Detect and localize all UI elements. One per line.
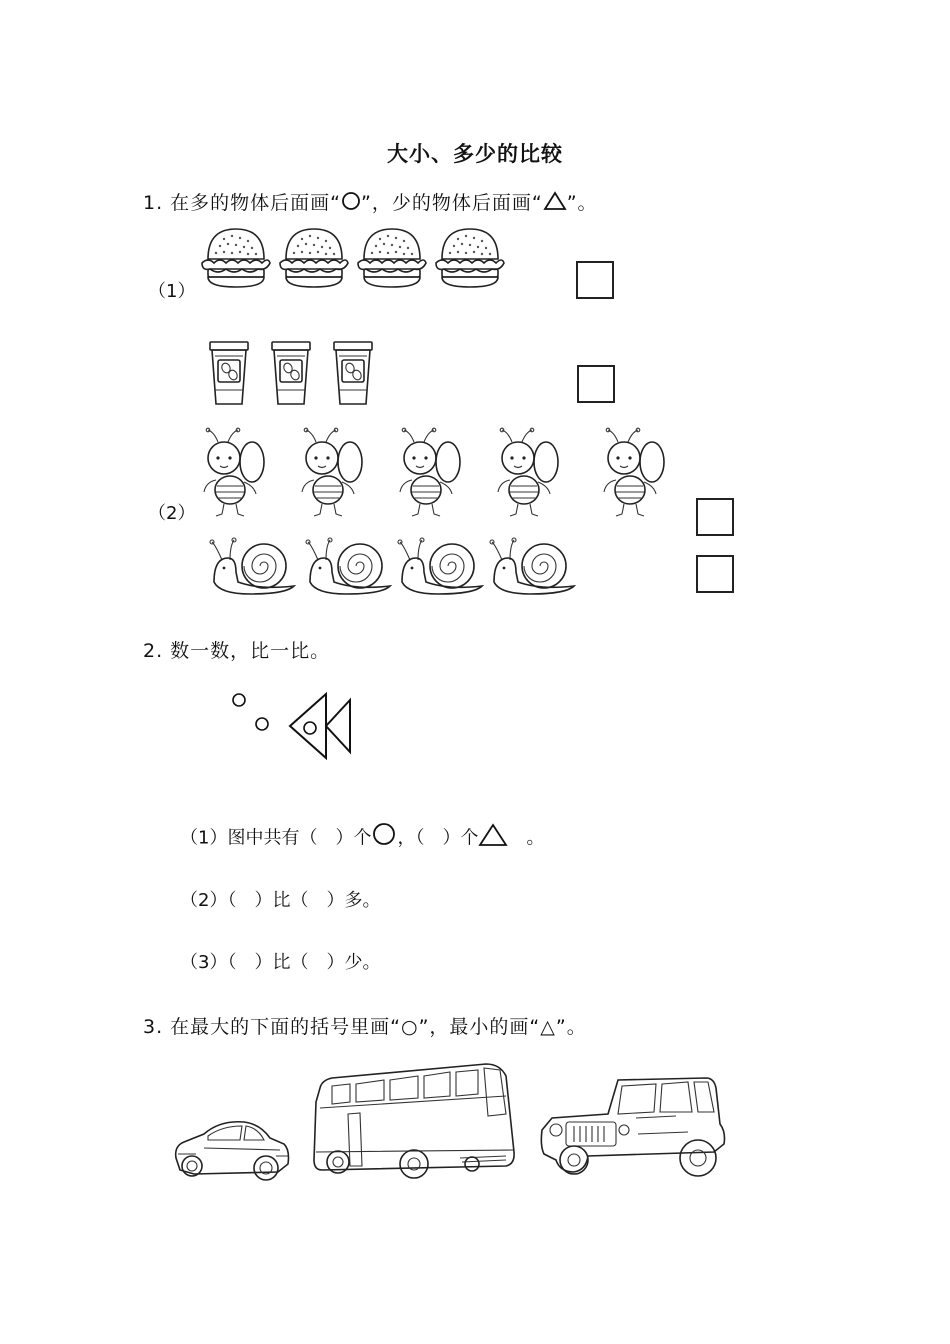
bee-4 (498, 428, 558, 516)
q2-line1 (180, 823, 544, 854)
cup-row (206, 338, 386, 414)
q2-line1-c: 。 (526, 827, 545, 849)
q1-prompt-part1: 1. 在多的物体后面画“ (143, 192, 342, 214)
jeep-image (538, 1074, 736, 1188)
q2-prompt: 2. 数一数，比一比。 (143, 640, 331, 662)
q1-part2-label: （2） (148, 503, 196, 524)
cup-2 (272, 342, 310, 404)
circle-icon (371, 823, 397, 854)
snail-3 (398, 538, 482, 594)
cup-1 (210, 342, 248, 404)
bee-2 (302, 428, 362, 516)
figure-circle-1 (233, 694, 245, 706)
q1-prompt-part2: ”，少的物体后面画“ (361, 192, 543, 214)
car-image (170, 1110, 295, 1194)
figure-circle-3 (304, 722, 316, 734)
burger-4 (436, 229, 504, 287)
q2-line3: （3）（ ）比（ ）少。 (180, 952, 381, 973)
answer-box-snails[interactable] (696, 555, 734, 593)
q1-prompt (143, 188, 598, 216)
answer-box-cups[interactable] (577, 365, 615, 403)
q2-line1-b: ，（ ）个 (397, 827, 479, 849)
bee-5 (604, 428, 664, 516)
answer-box-bees[interactable] (696, 498, 734, 536)
burger-2 (280, 229, 348, 287)
q3-prompt: 3. 在最大的下面的括号里画“○”，最小的画“△”。 (143, 1016, 587, 1038)
q2-line2: （2）（ ）比（ ）多。 (180, 890, 381, 911)
q1-prompt-part3: ”。 (566, 192, 598, 214)
figure-triangle-2 (326, 700, 350, 752)
answer-box-burgers[interactable] (576, 261, 614, 299)
snail-4 (490, 538, 574, 594)
page-title: 大小、多少的比较 (387, 142, 563, 166)
snail-1 (210, 538, 294, 594)
cup-3 (334, 342, 372, 404)
triangle-icon (478, 823, 508, 854)
figure-circle-2 (256, 718, 268, 730)
bee-3 (400, 428, 460, 516)
triangle-icon (543, 191, 567, 216)
circle-icon (341, 191, 361, 216)
bee-1 (204, 428, 264, 516)
burger-row (200, 225, 530, 299)
figure-triangle-1 (290, 694, 326, 758)
q2-figure (226, 690, 356, 774)
snail-2 (306, 538, 390, 594)
q2-line1-a: （1）图中共有（ ）个 (180, 827, 372, 849)
burger-3 (358, 229, 426, 287)
bee-row (198, 428, 668, 524)
bus-image (310, 1062, 520, 1194)
snail-row (210, 536, 590, 602)
q1-part1-label: （1） (148, 281, 196, 302)
burger-1 (202, 229, 270, 287)
